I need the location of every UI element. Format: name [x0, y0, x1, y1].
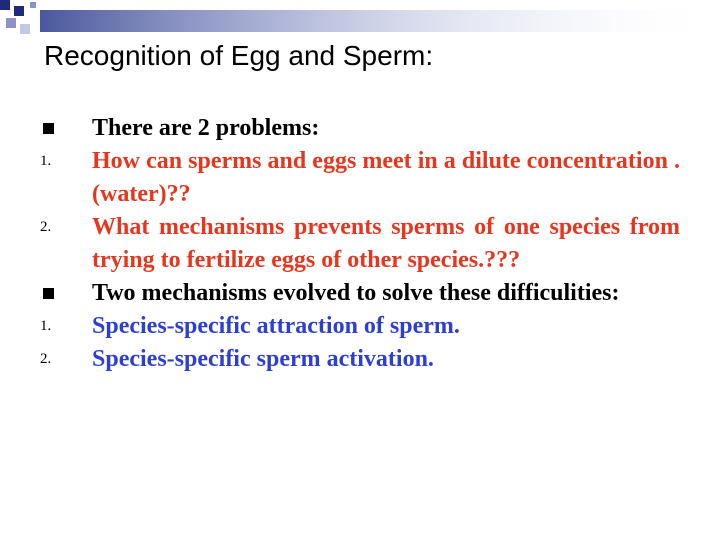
mechanisms-heading: Two mechanisms evolved to solve these difficulities: [92, 280, 620, 306]
list-number: 2. [40, 351, 52, 367]
problems-heading: There are 2 problems: [92, 115, 320, 141]
square-bullet-icon [40, 277, 92, 304]
list-item-problem-2 [40, 211, 680, 277]
header-decoration [0, 0, 720, 40]
list-item-heading [40, 112, 680, 145]
solution-1-text: Species-specific attraction of sperm. [92, 313, 460, 339]
problem-2-text: What mechanisms prevents sperms of one species from trying to fertilize eggs of other species.??? [92, 214, 680, 273]
list-item-solution-2 [40, 343, 680, 376]
square-bullet-icon [40, 112, 92, 139]
list-number: 1. [40, 153, 52, 169]
list-item-problem-1 [40, 145, 680, 211]
list-item-solution-1 [40, 310, 680, 343]
problem-1-text: How can sperms and eggs meet in a dilute concentration .(water)?? [92, 148, 680, 207]
list-number: 1. [40, 318, 52, 334]
slide-title: Recognition of Egg and Sperm: [44, 40, 434, 71]
bullet-list [40, 112, 680, 376]
list-item-mechanisms [40, 277, 680, 310]
list-number: 2. [40, 219, 52, 235]
solution-2-text: Species-specific sperm activation. [92, 346, 434, 372]
